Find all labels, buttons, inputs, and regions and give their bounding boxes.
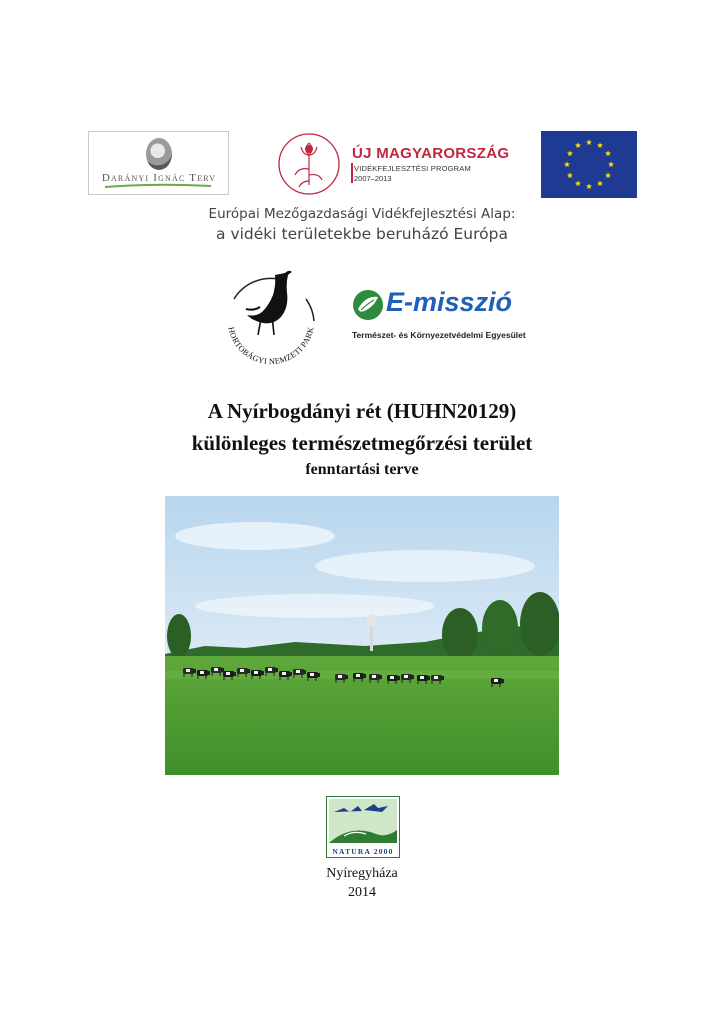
cows-grazing-meadow-image: [165, 496, 559, 775]
natura-2000-logo: [326, 796, 400, 858]
uj-magyarorszag-logo: [276, 129, 510, 199]
crane-logo-icon: [218, 263, 324, 383]
svg-text:HORTOBÁGYI NEMZETI PARK: [226, 326, 315, 366]
publication-city: Nyíregyháza: [326, 866, 398, 881]
portrait-icon: [146, 138, 172, 170]
hortobagy-logo-text: HORTOBÁGYI NEMZETI PARK: [226, 326, 316, 367]
meadow-photo: [165, 496, 559, 775]
daranyi-logo-text: Darányi Ignác Terv: [101, 172, 217, 184]
swoosh-icon: [103, 183, 213, 189]
daranyi-ignac-terv-logo: [88, 131, 229, 195]
hortobagyi-nemzeti-park-logo: [218, 263, 324, 383]
uj-magyarorszag-years: 2007–2013: [354, 174, 392, 183]
e-misszio-subtitle: Természet- és Környezetvédelmi Egyesület: [352, 330, 526, 340]
globe-leaf-icon: [352, 289, 384, 321]
eu-flag-icon: [541, 131, 637, 198]
publication-year: 2014: [348, 885, 376, 900]
eafrd-line-1: Európai Mezőgazdasági Vidékfejlesztési Alap:: [208, 206, 516, 222]
document-title-line-2: különleges természetmegőrzési terület: [191, 431, 533, 455]
document-title-line-1: A Nyírbogdányi rét (HUHN20129): [207, 399, 517, 423]
uj-magyarorszag-title: ÚJ MAGYARORSZÁG: [352, 145, 510, 162]
natura-2000-icon: [326, 796, 400, 858]
e-misszio-logo: [352, 287, 542, 347]
divider-bar: [351, 163, 353, 183]
eafrd-line-2: a vidéki területekbe beruházó Európa: [216, 225, 508, 243]
eu-flag: [541, 131, 637, 198]
uj-magyarorszag-subtitle: VIDÉKFEJLESZTÉSI PROGRAM: [354, 164, 471, 173]
document-subtitle: fenntartási terve: [305, 461, 419, 478]
flower-logo-icon: [276, 129, 342, 199]
natura-2000-text: NATURA 2000: [332, 847, 394, 856]
e-misszio-brand: E-misszió: [386, 287, 513, 317]
